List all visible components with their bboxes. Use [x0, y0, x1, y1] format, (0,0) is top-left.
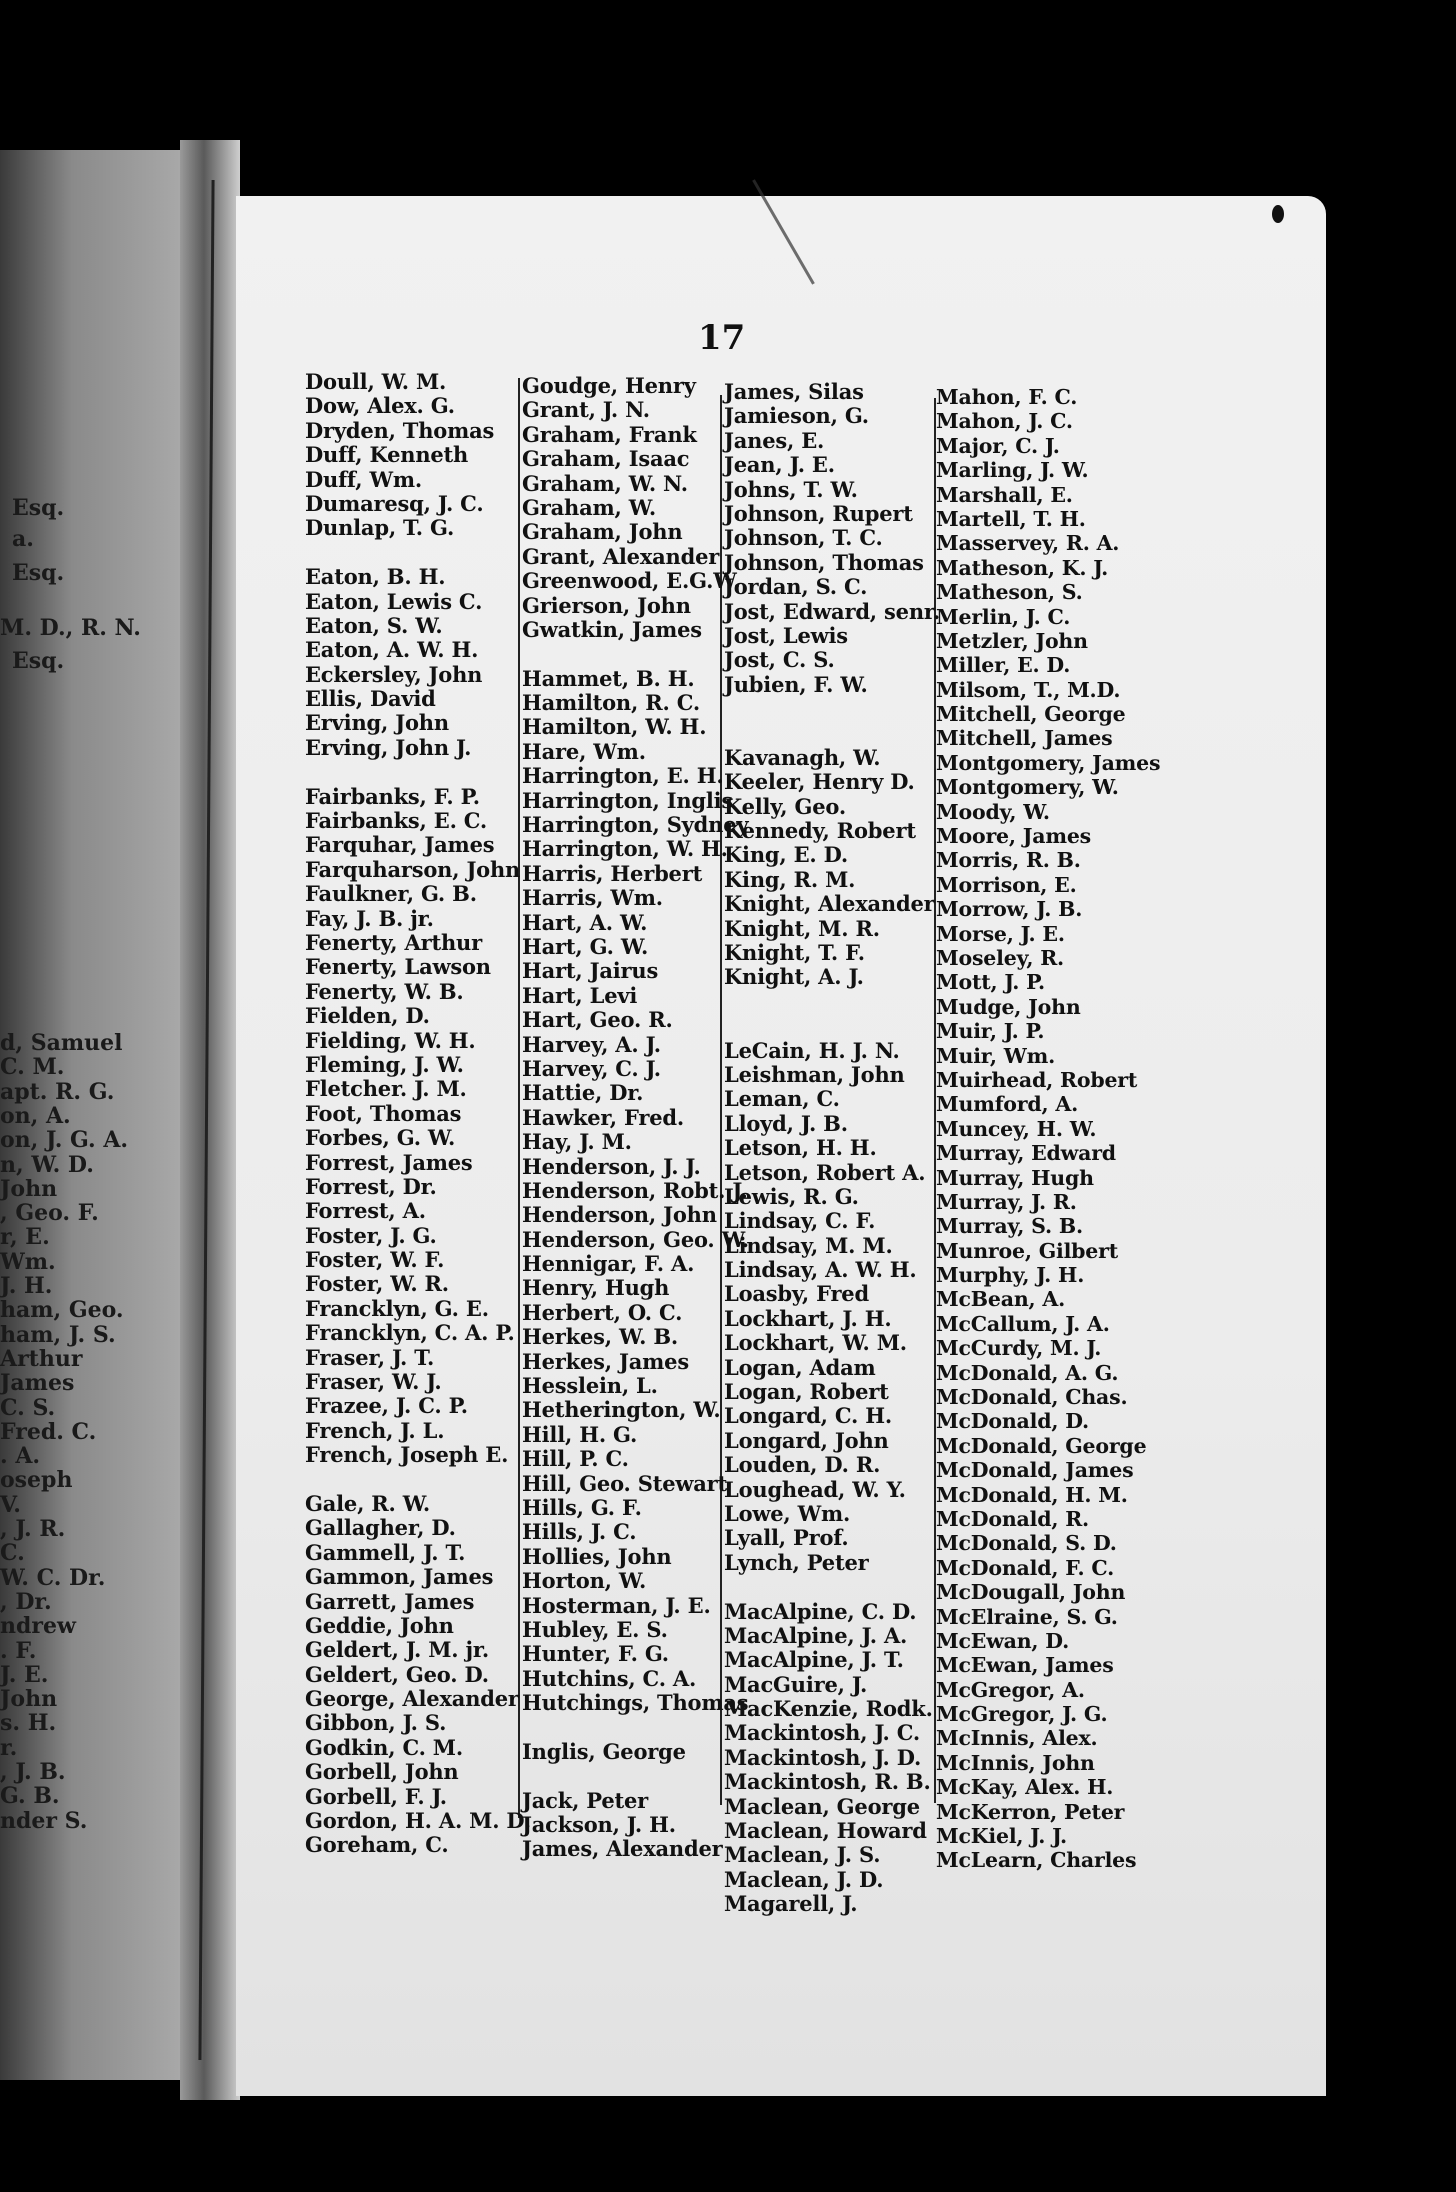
directory-entry: Greenwood, E.G.W. — [522, 568, 741, 594]
directory-entry: Dunlap, T. G. — [305, 515, 455, 541]
directory-entry: Lloyd, J. B. — [724, 1110, 848, 1136]
directory-entry: McDonald, George — [936, 1433, 1147, 1458]
directory-entry: Johns, T. W. — [724, 476, 858, 502]
directory-entry: Gammon, James — [305, 1564, 494, 1590]
directory-entry: Eaton, Lewis C. — [305, 588, 483, 614]
directory-entry: Hamilton, W. H. — [522, 714, 707, 740]
directory-entry: Eaton, A. W. H. — [305, 637, 479, 663]
directory-entry: Hawker, Fred. — [522, 1104, 684, 1130]
left-fragment: , Geo. F. — [0, 1200, 99, 1227]
directory-entry: Fairbanks, F. P. — [305, 783, 480, 809]
section-gap — [724, 990, 940, 1014]
directory-entry: Eckersley, John — [305, 661, 483, 687]
directory-entry: Milsom, T., M.D. — [936, 677, 1121, 702]
section-gap — [724, 1575, 940, 1599]
directory-entry: Mackintosh, J. D. — [724, 1744, 922, 1770]
directory-entry: Fraser, W. J. — [305, 1369, 442, 1395]
directory-entry: Johnson, T. C. — [724, 525, 883, 551]
directory-entry: Doull, W. M. — [305, 369, 447, 394]
directory-entry: Hubley, E. S. — [522, 1616, 668, 1642]
directory-entry: Fraser, J. T. — [305, 1344, 435, 1370]
left-fragment: John — [0, 1175, 58, 1202]
section-gap — [522, 642, 749, 666]
directory-entry: Godkin, C. M. — [305, 1734, 463, 1760]
directory-entry: Hamilton, R. C. — [522, 690, 700, 716]
directory-entry: Graham, Frank — [522, 421, 697, 447]
directory-entry: King, E. D. — [724, 842, 849, 868]
left-fragment: W. C. Dr. — [0, 1564, 106, 1591]
directory-entry: Foster, W. F. — [305, 1247, 445, 1273]
left-fragment: . F. — [0, 1637, 37, 1664]
directory-entry: Fletcher. J. M. — [305, 1076, 467, 1102]
directory-entry: Fay, J. B. jr. — [305, 905, 434, 931]
directory-entry: Lynch, Peter — [724, 1549, 869, 1575]
directory-entry: Lockhart, W. M. — [724, 1330, 907, 1356]
directory-entry: Hart, Geo. R. — [522, 1007, 673, 1033]
directory-entry: Farquhar, James — [305, 832, 495, 858]
directory-entry: McDonald, R. — [936, 1506, 1089, 1531]
directory-column-3 — [724, 380, 940, 1917]
directory-entry: Gordon, H. A. M. D. — [305, 1808, 531, 1834]
left-fragment: Fred. C. — [0, 1418, 97, 1445]
directory-entry: Hutchings, Thomas — [522, 1690, 749, 1716]
directory-entry: Dow, Alex. G. — [305, 393, 455, 419]
section-gap — [724, 1014, 940, 1038]
directory-entry: Murray, Hugh — [936, 1165, 1094, 1190]
directory-entry: Muir, J. P. — [936, 1019, 1045, 1044]
directory-entry: Gibbon, J. S. — [305, 1710, 447, 1736]
directory-entry: Harrington, Sydney — [522, 812, 749, 838]
directory-entry: Hart, Levi — [522, 982, 638, 1008]
directory-entry: Forrest, A. — [305, 1198, 426, 1224]
directory-entry: Lindsay, M. M. — [724, 1232, 893, 1258]
directory-entry: Jost, Lewis — [724, 622, 848, 648]
directory-entry: McDonald, H. M. — [936, 1482, 1128, 1507]
directory-entry: McBean, A. — [936, 1287, 1066, 1312]
directory-entry: Matheson, K. J. — [936, 555, 1109, 580]
directory-entry: Hay, J. M. — [522, 1129, 632, 1155]
directory-entry: James, Silas — [724, 379, 864, 404]
directory-entry: Faulkner, G. B. — [305, 881, 477, 907]
directory-entry: Moore, James — [936, 824, 1092, 849]
directory-entry: Murray, Edward — [936, 1141, 1116, 1166]
directory-entry: Montgomery, James — [936, 750, 1161, 775]
directory-entry: French, J. L. — [305, 1417, 445, 1443]
directory-entry: Murray, S. B. — [936, 1214, 1083, 1239]
directory-entry: Forrest, Dr. — [305, 1173, 437, 1199]
directory-entry: Garrett, James — [305, 1588, 475, 1614]
directory-entry: McCallum, J. A. — [936, 1311, 1110, 1336]
directory-entry: Marshall, E. — [936, 482, 1073, 507]
directory-entry: Francklyn, G. E. — [305, 1295, 489, 1321]
directory-entry: Harris, Herbert — [522, 860, 703, 886]
directory-entry: Munroe, Gilbert — [936, 1238, 1119, 1263]
directory-entry: McInnis, John — [936, 1750, 1095, 1775]
directory-entry: Mahon, F. C. — [936, 385, 1078, 409]
left-fragment: r. — [0, 1734, 18, 1761]
directory-entry: Graham, W. — [522, 494, 656, 520]
directory-entry: Herkes, W. B. — [522, 1324, 679, 1350]
section-gap — [305, 760, 531, 784]
directory-entry: Jackson, J. H. — [522, 1812, 676, 1838]
directory-entry: Mumford, A. — [936, 1092, 1079, 1117]
directory-entry: Goreham, C. — [305, 1832, 449, 1858]
left-fragment: on, J. G. A. — [0, 1127, 129, 1154]
directory-entry: Geldert, J. M. jr. — [305, 1637, 489, 1663]
directory-entry: Masservey, R. A. — [936, 531, 1120, 556]
directory-entry: Knight, Alexander — [724, 891, 935, 917]
section-gap — [522, 1764, 749, 1788]
directory-entry: Muirhead, Robert — [936, 1067, 1138, 1092]
left-fragment: on, A. — [0, 1102, 71, 1129]
directory-entry: Gwatkin, James — [522, 616, 702, 642]
directory-entry: McDonald, S. D. — [936, 1531, 1117, 1556]
directory-entry: Maclean, J. S. — [724, 1842, 881, 1868]
left-fragment: G. B. — [0, 1783, 60, 1810]
left-fragment-upper: Esq. — [12, 495, 65, 521]
left-fragment: J. E. — [0, 1661, 49, 1688]
directory-entry: Harrington, W. H. — [522, 836, 728, 862]
left-fragment: r, E. — [0, 1224, 50, 1251]
directory-entry: Kennedy, Robert — [724, 818, 916, 844]
directory-entry: Hollies, John — [522, 1543, 672, 1569]
directory-entry: Hosterman, J. E. — [522, 1592, 711, 1618]
directory-entry: Henderson, Robt. J. — [522, 1177, 748, 1203]
directory-entry: Frazee, J. C. P. — [305, 1393, 468, 1419]
directory-entry: Mudge, John — [936, 994, 1081, 1019]
section-gap — [724, 697, 940, 721]
directory-entry: Foot, Thomas — [305, 1100, 462, 1126]
directory-entry: Mackintosh, R. B. — [724, 1769, 931, 1795]
directory-entry: Hart, G. W. — [522, 933, 649, 959]
directory-entry: McGregor, A. — [936, 1677, 1085, 1702]
left-fragment: , J. B. — [0, 1759, 66, 1785]
directory-entry: Hare, Wm. — [522, 738, 646, 764]
directory-entry: Knight, M. R. — [724, 915, 880, 941]
left-fragment: C. S. — [0, 1394, 56, 1421]
directory-entry: Henderson, Geo. W. — [522, 1226, 749, 1252]
directory-entry: Goudge, Henry — [522, 373, 696, 398]
directory-entry: Merlin, J. C. — [936, 604, 1071, 629]
directory-column-4 — [936, 385, 1160, 1873]
directory-entry: Henderson, J. J. — [522, 1153, 701, 1179]
ink-speck — [1272, 205, 1284, 223]
directory-entry: George, Alexander — [305, 1686, 519, 1712]
directory-entry: MacAlpine, C. D. — [724, 1598, 917, 1624]
directory-entry: Metzler, John — [936, 628, 1088, 653]
directory-entry: McDonald, A. G. — [936, 1360, 1119, 1385]
left-fragment: J. H. — [0, 1273, 53, 1299]
directory-entry: Leishman, John — [724, 1061, 905, 1087]
directory-entry: Jean, J. E. — [724, 452, 835, 478]
directory-entry: Marling, J. W. — [936, 458, 1089, 483]
directory-entry: McKay, Alex. H. — [936, 1775, 1114, 1800]
page-number: 17 — [698, 318, 746, 358]
section-gap — [724, 721, 940, 745]
directory-entry: MacAlpine, J. A. — [724, 1622, 908, 1648]
directory-entry: Hill, H. G. — [522, 1421, 638, 1447]
left-fragment: n, W. D. — [0, 1151, 94, 1178]
directory-entry: McKerron, Peter — [936, 1799, 1125, 1824]
left-fragment: , J. R. — [0, 1516, 66, 1542]
directory-entry: Inglis, George — [522, 1738, 686, 1764]
directory-entry: Geddie, John — [305, 1612, 454, 1638]
left-fragment: John — [0, 1686, 58, 1713]
directory-entry: Morse, J. E. — [936, 921, 1065, 946]
directory-entry: Mitchell, James — [936, 726, 1113, 751]
directory-entry: Morris, R. B. — [936, 848, 1081, 873]
directory-entry: Jamieson, G. — [724, 403, 869, 429]
left-fragment-upper: a. — [12, 526, 34, 552]
directory-entry: Lindsay, A. W. H. — [724, 1257, 917, 1283]
directory-entry: Duff, Kenneth — [305, 442, 469, 468]
directory-entry: Foster, W. R. — [305, 1271, 449, 1297]
directory-entry: Herkes, James — [522, 1348, 689, 1374]
left-fragment: ham, J. S. — [0, 1321, 116, 1348]
directory-entry: Maclean, George — [724, 1793, 920, 1819]
directory-entry: Graham, John — [522, 519, 683, 545]
directory-entry: Fairbanks, E. C. — [305, 808, 488, 834]
left-fragment: s. H. — [0, 1710, 57, 1737]
directory-entry: Hills, J. C. — [522, 1519, 637, 1545]
directory-entry: Kelly, Geo. — [724, 793, 846, 819]
directory-entry: McInnis, Alex. — [936, 1726, 1098, 1751]
directory-entry: LeCain, H. J. N. — [724, 1037, 900, 1063]
directory-entry: Hart, A. W. — [522, 909, 648, 935]
directory-entry: Mitchell, George — [936, 702, 1126, 727]
directory-entry: Longard, C. H. — [724, 1403, 893, 1429]
directory-entry: Martell, T. H. — [936, 506, 1086, 531]
directory-entry: Fenerty, Lawson — [305, 954, 491, 980]
left-fragment: oseph — [0, 1467, 73, 1494]
left-fragment-upper: Esq. — [12, 648, 65, 674]
directory-entry: Magarell, J. — [724, 1891, 858, 1917]
directory-entry: Erving, John J. — [305, 734, 472, 760]
directory-entry: Mahon, J. C. — [936, 409, 1073, 434]
directory-entry: Hill, Geo. Stewart — [522, 1470, 728, 1496]
directory-entry: Geldert, Geo. D. — [305, 1661, 489, 1687]
directory-entry: Lockhart, J. H. — [724, 1305, 892, 1331]
directory-entry: Moseley, R. — [936, 945, 1064, 970]
directory-entry: Johnson, Rupert — [724, 500, 913, 526]
left-fragment: James — [0, 1370, 75, 1397]
directory-entry: Louden, D. R. — [724, 1452, 881, 1478]
directory-column-1 — [305, 370, 531, 1858]
directory-entry: Jost, Edward, senr. — [724, 598, 940, 624]
directory-entry: Knight, T. F. — [724, 939, 865, 965]
directory-entry: McElraine, S. G. — [936, 1604, 1118, 1629]
directory-entry: Hutchins, C. A. — [522, 1665, 697, 1691]
directory-entry: Gale, R. W. — [305, 1490, 430, 1516]
directory-entry: McEwan, James — [936, 1653, 1114, 1678]
directory-entry: MacKenzie, Rodk. — [724, 1696, 933, 1722]
left-fragment: d, Samuel — [0, 1030, 123, 1056]
directory-entry: Moody, W. — [936, 799, 1050, 824]
directory-entry: Hennigar, F. A. — [522, 1251, 695, 1277]
directory-entry: Horton, W. — [522, 1568, 647, 1594]
directory-entry: Ellis, David — [305, 686, 436, 712]
directory-entry: Herbert, O. C. — [522, 1299, 683, 1325]
directory-entry: Forrest, James — [305, 1149, 473, 1175]
directory-entry: Harris, Wm. — [522, 885, 663, 911]
directory-entry: McDougall, John — [936, 1580, 1126, 1605]
directory-entry: McDonald, Chas. — [936, 1385, 1128, 1410]
directory-entry: Maclean, Howard — [724, 1818, 927, 1844]
directory-entry: MacAlpine, J. T. — [724, 1647, 904, 1673]
directory-entry: Grierson, John — [522, 592, 691, 618]
directory-entry: Fenerty, W. B. — [305, 978, 464, 1004]
directory-entry: Farquharson, John — [305, 856, 521, 882]
directory-entry: Grant, J. N. — [522, 397, 650, 423]
left-fragment: ndrew — [0, 1613, 76, 1640]
directory-entry: Leman, C. — [724, 1086, 840, 1112]
directory-entry: Hill, P. C. — [522, 1446, 629, 1472]
directory-entry: Lyall, Prof. — [724, 1525, 849, 1551]
directory-entry: Logan, Adam — [724, 1354, 876, 1380]
directory-entry: Henry, Hugh — [522, 1275, 670, 1301]
directory-entry: Jubien, F. W. — [724, 671, 868, 697]
directory-entry: Eaton, S. W. — [305, 612, 443, 638]
left-fragment: Wm. — [0, 1248, 56, 1275]
directory-entry: Major, C. J. — [936, 433, 1060, 458]
directory-entry: Loasby, Fred — [724, 1281, 869, 1307]
directory-entry: Janes, E. — [724, 427, 825, 453]
directory-entry: Matheson, S. — [936, 580, 1083, 605]
directory-entry: Hills, G. F. — [522, 1494, 642, 1520]
left-fragment: Arthur — [0, 1345, 83, 1372]
directory-entry: Harvey, A. J. — [522, 1031, 661, 1057]
section-gap — [305, 541, 531, 565]
left-fragment: nder S. — [0, 1807, 88, 1834]
directory-entry: Fleming, J. W. — [305, 1051, 464, 1077]
left-fragment-upper: Esq. — [12, 560, 65, 586]
directory-entry: Duff, Wm. — [305, 466, 423, 492]
directory-entry: Longard, John — [724, 1427, 889, 1453]
directory-entry: McKiel, J. J. — [936, 1824, 1067, 1849]
directory-entry: Kavanagh, W. — [724, 744, 881, 770]
left-fragment: . A. — [0, 1443, 41, 1470]
left-fragment-upper: M. D., R. N. — [0, 615, 141, 641]
directory-entry: Jack, Peter — [522, 1787, 649, 1813]
directory-entry: Graham, W. N. — [522, 470, 688, 496]
directory-entry: Jost, C. S. — [724, 647, 835, 673]
directory-entry: Fenerty, Arthur — [305, 929, 482, 955]
directory-entry: Maclean, J. D. — [724, 1866, 884, 1892]
directory-entry: McGregor, J. G. — [936, 1702, 1108, 1727]
directory-entry: Morrison, E. — [936, 872, 1077, 897]
directory-entry: Johnson, Thomas — [724, 549, 924, 575]
left-fragment: , Dr. — [0, 1588, 52, 1615]
directory-entry: Fielding, W. H. — [305, 1027, 476, 1053]
directory-entry: Hattie, Dr. — [522, 1080, 644, 1106]
directory-entry: Harrington, Inglis — [522, 787, 734, 813]
directory-entry: Forbes, G. W. — [305, 1125, 456, 1151]
directory-entry: French, Joseph E. — [305, 1442, 509, 1468]
directory-entry: McLearn, Charles — [936, 1848, 1137, 1873]
directory-entry: McDonald, F. C. — [936, 1555, 1115, 1580]
directory-entry: Muncey, H. W. — [936, 1116, 1097, 1141]
directory-entry: Mackintosh, J. C. — [724, 1720, 921, 1746]
directory-entry: Lindsay, C. F. — [724, 1208, 876, 1234]
directory-entry: Eaton, B. H. — [305, 564, 446, 590]
directory-entry: Lewis, R. G. — [724, 1183, 859, 1209]
left-fragment: apt. R. G. — [0, 1078, 115, 1105]
directory-entry: James, Alexander — [522, 1836, 723, 1862]
directory-entry: Jordan, S. C. — [724, 574, 868, 600]
directory-entry: McCurdy, M. J. — [936, 1336, 1102, 1361]
directory-entry: Henderson, John — [522, 1202, 717, 1228]
directory-entry: Keeler, Henry D. — [724, 769, 915, 795]
directory-entry: Muir, Wm. — [936, 1043, 1056, 1068]
directory-entry: Gammell, J. T. — [305, 1539, 466, 1565]
directory-entry: Fielden, D. — [305, 1003, 430, 1029]
directory-entry: Hetherington, W. — [522, 1397, 721, 1423]
directory-entry: Harvey, C. J. — [522, 1055, 661, 1081]
directory-entry: Miller, E. D. — [936, 653, 1071, 678]
directory-entry: Mott, J. P. — [936, 970, 1045, 995]
directory-entry: Morrow, J. B. — [936, 897, 1083, 922]
directory-entry: Hart, Jairus — [522, 958, 659, 984]
directory-entry: Hesslein, L. — [522, 1373, 658, 1399]
directory-entry: Graham, Isaac — [522, 446, 690, 472]
directory-entry: Murphy, J. H. — [936, 1263, 1085, 1288]
directory-entry: Dryden, Thomas — [305, 417, 495, 443]
directory-entry: Gallagher, D. — [305, 1515, 456, 1541]
directory-entry: Dumaresq, J. C. — [305, 490, 484, 516]
directory-entry: Lowe, Wm. — [724, 1500, 851, 1526]
directory-entry: Loughead, W. Y. — [724, 1476, 906, 1502]
directory-entry: Gorbell, F. J. — [305, 1783, 447, 1809]
directory-entry: Grant, Alexander — [522, 543, 720, 569]
section-gap — [522, 1715, 749, 1739]
directory-entry: Gorbell, John — [305, 1759, 459, 1785]
left-fragment: C. M. — [0, 1054, 65, 1081]
directory-entry: Letson, Robert A. — [724, 1159, 926, 1185]
directory-entry: Murray, J. R. — [936, 1189, 1077, 1214]
directory-entry: King, R. M. — [724, 866, 856, 892]
left-fragment: C. — [0, 1540, 25, 1567]
directory-entry: McEwan, D. — [936, 1628, 1070, 1653]
directory-entry: Foster, J. G. — [305, 1222, 437, 1248]
section-gap — [305, 1468, 531, 1492]
directory-entry: MacGuire, J. — [724, 1671, 868, 1697]
directory-entry: Hunter, F. G. — [522, 1641, 669, 1667]
directory-entry: Hammet, B. H. — [522, 665, 695, 691]
directory-entry: Harrington, E. H. — [522, 763, 724, 789]
directory-entry: McDonald, James — [936, 1458, 1134, 1483]
directory-entry: Knight, A. J. — [724, 964, 864, 990]
left-fragment: ham, Geo. — [0, 1297, 124, 1324]
directory-entry: Montgomery, W. — [936, 775, 1119, 800]
left-page-fragment — [0, 150, 180, 2080]
directory-entry: Francklyn, C. A. P. — [305, 1320, 515, 1346]
left-fragment: V. — [0, 1491, 21, 1518]
directory-entry: Erving, John — [305, 710, 449, 736]
directory-entry: Letson, H. H. — [724, 1135, 877, 1161]
directory-entry: McDonald, D. — [936, 1409, 1089, 1434]
directory-entry: Logan, Robert — [724, 1379, 889, 1405]
directory-column-2 — [522, 374, 749, 1862]
